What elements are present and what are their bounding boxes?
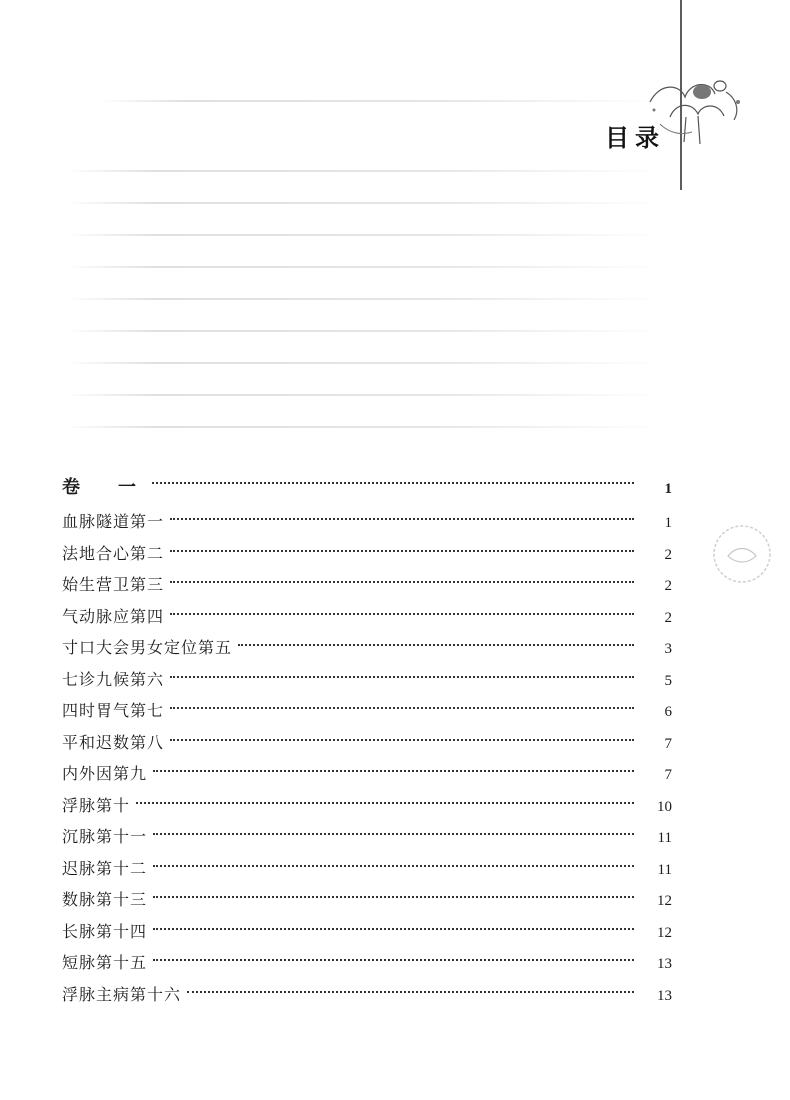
toc-entry[interactable]	[62, 884, 672, 916]
toc-entry-title: 数脉第十三	[62, 890, 148, 909]
toc-entry[interactable]	[62, 695, 672, 727]
dot-leader	[187, 991, 634, 993]
toc-volume-row[interactable]	[62, 470, 672, 506]
dot-leader	[153, 896, 634, 898]
toc-entry[interactable]	[62, 916, 672, 948]
toc-entry[interactable]	[62, 758, 672, 790]
toc-page-number: 10	[657, 798, 672, 815]
toc-page-number: 11	[657, 861, 672, 878]
table-of-contents	[62, 470, 672, 1010]
toc-page-number: 2	[664, 609, 672, 626]
dot-leader	[152, 482, 634, 484]
show-through-line	[64, 362, 664, 364]
toc-page-number: 3	[664, 641, 672, 657]
dot-leader	[170, 581, 634, 583]
toc-page-number: 13	[657, 987, 672, 1004]
toc-page-number: 7	[664, 767, 672, 783]
dot-leader	[153, 928, 634, 930]
toc-entry-title: 四时胃气第七	[62, 701, 165, 720]
toc-page-number: 1	[664, 515, 672, 531]
dot-leader	[153, 959, 634, 961]
toc-entry[interactable]	[62, 632, 672, 664]
toc-entry-title: 沉脉第十一	[62, 827, 148, 846]
dot-leader	[153, 770, 634, 772]
toc-page-number: 2	[664, 546, 672, 563]
toc-entry-title: 始生营卫第三	[62, 575, 165, 594]
toc-entry-title: 七诊九候第六	[62, 669, 165, 689]
toc-page-number: 2	[664, 578, 672, 594]
toc-entry[interactable]	[62, 947, 672, 979]
toc-page-number: 7	[664, 735, 672, 752]
toc-entry[interactable]	[62, 506, 672, 538]
toc-page-number: 6	[664, 704, 672, 720]
toc-page-number: 5	[664, 672, 672, 689]
show-through-line	[64, 394, 664, 396]
show-through-line	[64, 234, 664, 236]
toc-entry[interactable]	[62, 664, 672, 696]
toc-entry[interactable]	[62, 790, 672, 822]
show-through-line	[100, 100, 660, 102]
dot-leader	[170, 707, 634, 709]
toc-entry-title: 浮脉第十	[62, 795, 131, 815]
toc-entry[interactable]	[62, 979, 672, 1011]
toc-entry-title: 法地合心第二	[62, 543, 165, 563]
show-through-line	[64, 330, 664, 332]
dot-leader	[170, 739, 634, 741]
toc-entry-title: 迟脉第十二	[62, 858, 148, 878]
toc-page-number: 12	[657, 924, 672, 941]
dot-leader	[170, 613, 634, 615]
show-through-line	[64, 170, 664, 172]
show-through-line	[64, 202, 664, 204]
dot-leader	[238, 644, 634, 646]
dot-leader	[170, 550, 634, 552]
faint-seal-icon	[708, 520, 776, 588]
toc-page-number: 13	[657, 956, 672, 972]
show-through-line	[64, 266, 664, 268]
toc-entry[interactable]	[62, 601, 672, 633]
show-through-line	[64, 426, 664, 428]
toc-entry-title: 平和迟数第八	[62, 732, 165, 752]
toc-entry-title: 内外因第九	[62, 764, 148, 783]
dot-leader	[170, 676, 634, 678]
dot-leader	[153, 865, 634, 867]
toc-entry-title: 血脉隧道第一	[62, 512, 165, 531]
toc-entry-title: 长脉第十四	[62, 921, 148, 941]
toc-entry-title: 短脉第十五	[62, 953, 148, 972]
toc-entry[interactable]	[62, 569, 672, 601]
toc-page-number: 11	[657, 830, 672, 846]
toc-entry[interactable]	[62, 853, 672, 885]
toc-entry-title: 气动脉应第四	[62, 606, 165, 626]
show-through-line	[64, 298, 664, 300]
toc-entry[interactable]	[62, 538, 672, 570]
toc-entry[interactable]	[62, 727, 672, 759]
toc-entry-title: 浮脉主病第十六	[62, 984, 182, 1004]
toc-entry-title: 卷 一	[62, 477, 146, 498]
dot-leader	[136, 802, 634, 804]
dot-leader	[170, 518, 634, 520]
toc-entry[interactable]	[62, 821, 672, 853]
dot-leader	[153, 833, 634, 835]
toc-entry-title: 寸口大会男女定位第五	[62, 638, 233, 657]
toc-page-number: 12	[657, 893, 672, 909]
toc-heading: 目录	[605, 124, 665, 152]
toc-page-number: 1	[664, 481, 672, 497]
